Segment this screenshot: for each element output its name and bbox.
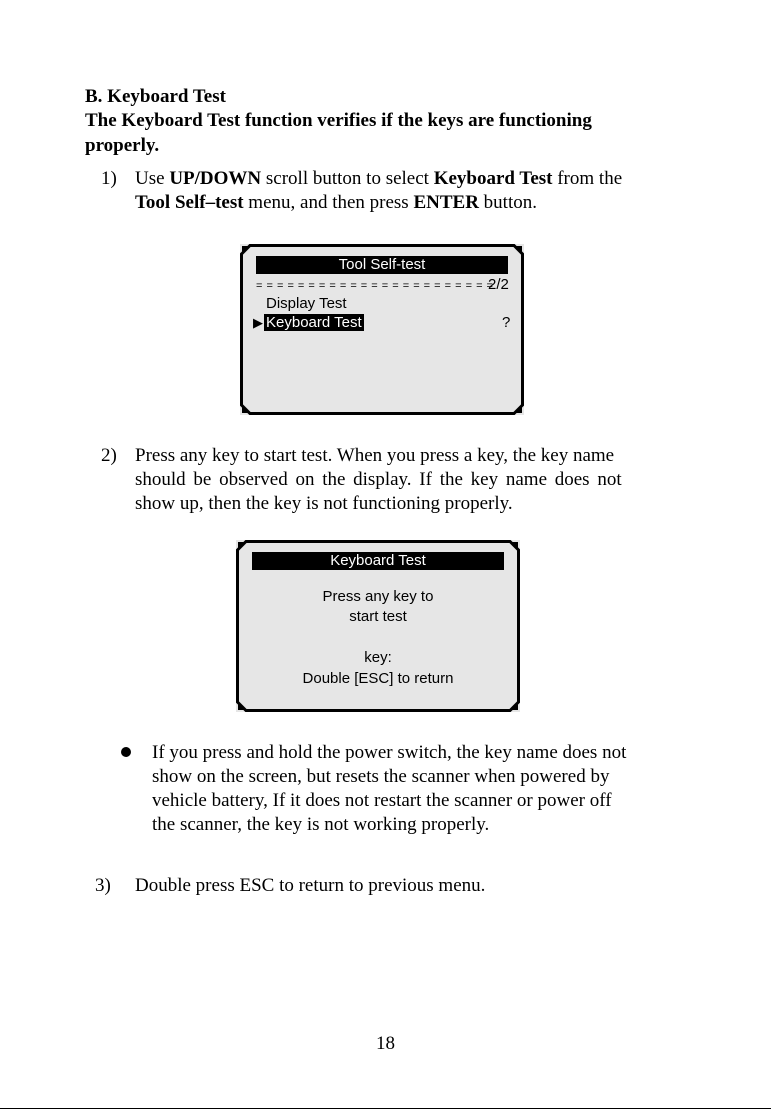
step-1-number: 1) (101, 168, 117, 189)
step-2-line-2: should be observed on the display. If the key name does not (135, 469, 622, 490)
note-line-3: vehicle battery, If it does not restart the scanner or power off (152, 790, 612, 811)
step-1-text: button. (478, 192, 537, 213)
keyboard-test-screen (236, 540, 520, 712)
key-name-readout: key: (364, 649, 392, 666)
updown-key-label: UP/DOWN (169, 168, 262, 189)
step-3-text: Double press ESC to return to previous menu. (135, 875, 486, 896)
step-1-text: menu, and then press (243, 192, 414, 213)
step-2-line-1: Press any key to start test. When you press a key, the key name (135, 445, 615, 466)
step-1-text: from the (552, 168, 623, 189)
section-intro-line-1: The Keyboard Test function verifies if the keys are functioning (85, 110, 592, 131)
screen-divider: = = = = = = = = = = = = = = = = = = = = = = = (256, 280, 494, 292)
tool-self-test-screen (240, 244, 524, 415)
screen-title-bar: Keyboard Test (252, 552, 504, 570)
step-1-line-2 (135, 191, 537, 215)
note-line-2: show on the screen, but resets the scanner when powered by (152, 766, 610, 787)
section-heading: B. Keyboard Test (85, 86, 226, 107)
note-line-4: the scanner, the key is not working properly. (152, 814, 490, 835)
step-1-text: Use (135, 168, 170, 189)
keyboard-test-label: Keyboard Test (433, 168, 553, 189)
step-2-number: 2) (101, 445, 117, 466)
note-line-1: If you press and hold the power switch, the key name does not (152, 742, 627, 763)
page-bottom-rule (0, 1108, 771, 1109)
menu-item-keyboard-test-label: Keyboard Test (266, 314, 362, 331)
enter-key-label: ENTER (413, 192, 479, 213)
selection-arrow-icon: ▶ (253, 315, 263, 330)
help-icon[interactable]: ? (502, 314, 511, 331)
prompt-line-1: Press any key to (322, 588, 434, 605)
menu-item-display-test[interactable]: Display Test (266, 295, 347, 312)
bullet-icon (121, 747, 131, 757)
tool-self-test-label: Tool Self–test (135, 192, 244, 213)
step-1-text: scroll button to select (261, 168, 434, 189)
screen-title-bar: Tool Self-test (256, 256, 508, 274)
return-hint: Double [ESC] to return (302, 670, 454, 687)
step-2-line-3: show up, then the key is not functioning properly. (135, 493, 513, 514)
page-indicator: 2/2 (488, 276, 509, 293)
step-1-line-1 (135, 167, 622, 191)
prompt-line-2: start test (349, 608, 407, 625)
menu-item-keyboard-test[interactable] (264, 314, 364, 332)
page-number: 18 (376, 1033, 395, 1054)
section-intro-line-2: properly. (85, 135, 160, 156)
step-3-number: 3) (95, 875, 111, 896)
